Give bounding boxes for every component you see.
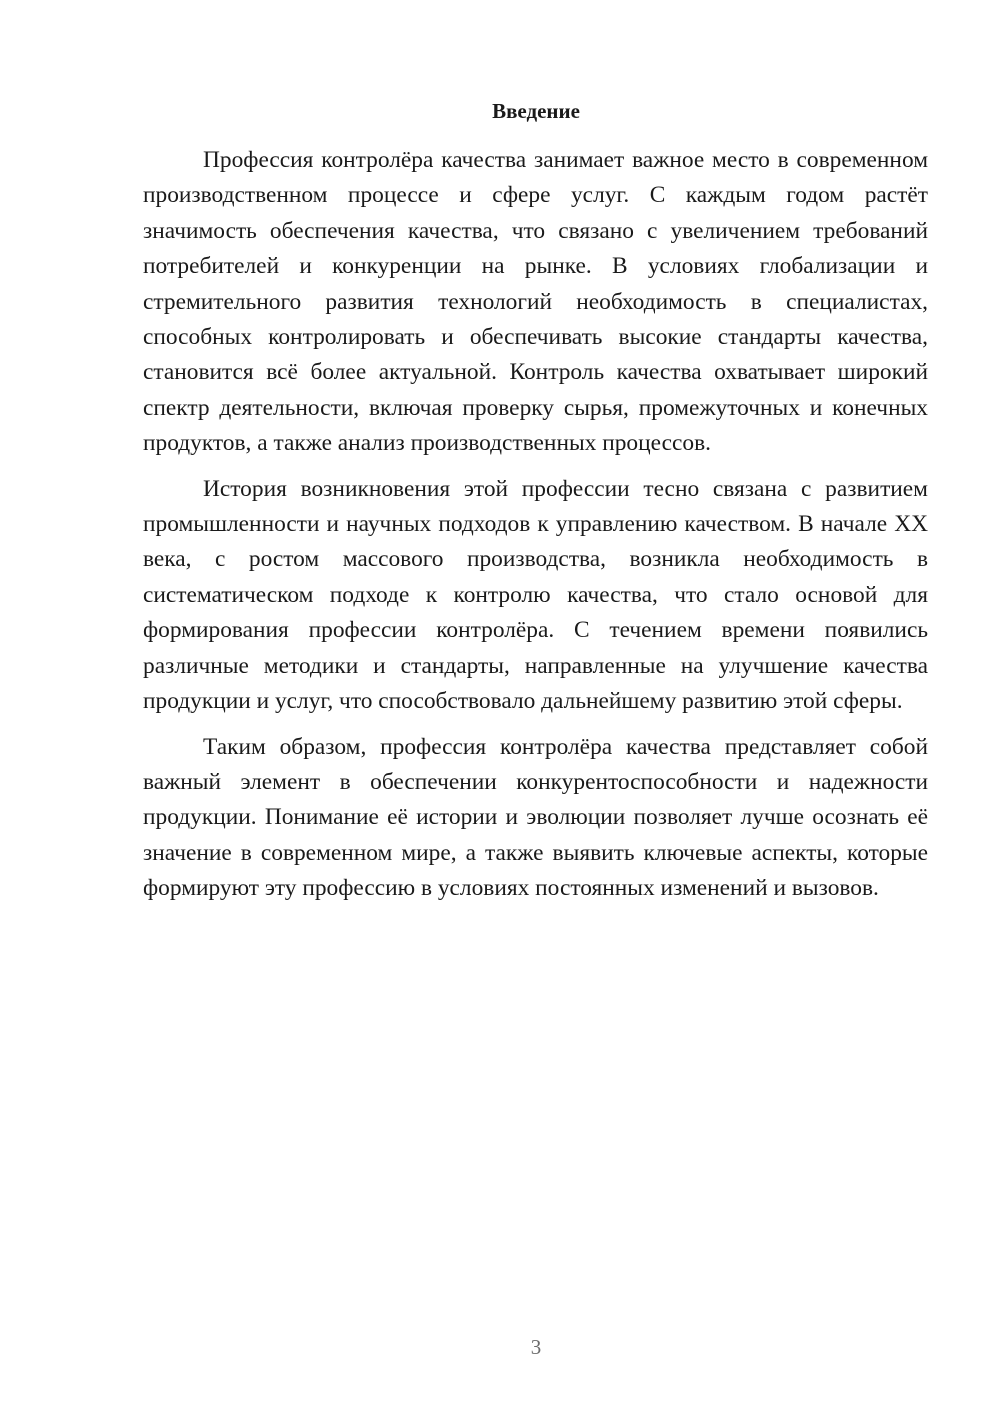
paragraph-introduction: Профессия контролёра качества занимает важное место в современном производственном процессе и сфере услуг. С каждым годом растёт значимость обеспечения качества, что связано с увеличением требований потребителей и конкуренции на рынке. В условиях глобализации и стремительного развития технологий необходимость в специалистах, способных контролировать и обеспечивать высокие стандарты качества, становится всё более актуальной. Контроль качества охватывает широкий спектр деятельности, включая проверку сырья, промежуточных и конечных продуктов, а также анализ производственных процессов. xyxy=(143,147,928,457)
paragraph-conclusion: Таким образом, профессия контролёра качества представляет собой важный элемент в обеспечении конкурентоспособности и надежности продукции. Понимание её истории и эволюции позволяет лучше осознать её значение в современном мире, а также выявить ключевые аспекты, которые формируют эту профессию в условиях постоянных изменений и вызовов. xyxy=(143,733,928,902)
page-number: 3 xyxy=(530,1335,542,1359)
paragraph-history: История возникновения этой профессии тесно связана с развитием промышленности и научных подходов к управлению качеством. В начале XX века, с ростом массового производства, возникла необходимость в систематическом подходе к контролю качества, что стало основой для формирования профессии контролёра. С течением времени появились различные методики и стандарты, направленные на улучшение качества продукции и услуг, что способствовало дальнейшему развитию этой сферы. xyxy=(143,475,928,715)
body-text xyxy=(143,143,928,907)
section-title: Введение xyxy=(492,99,580,123)
